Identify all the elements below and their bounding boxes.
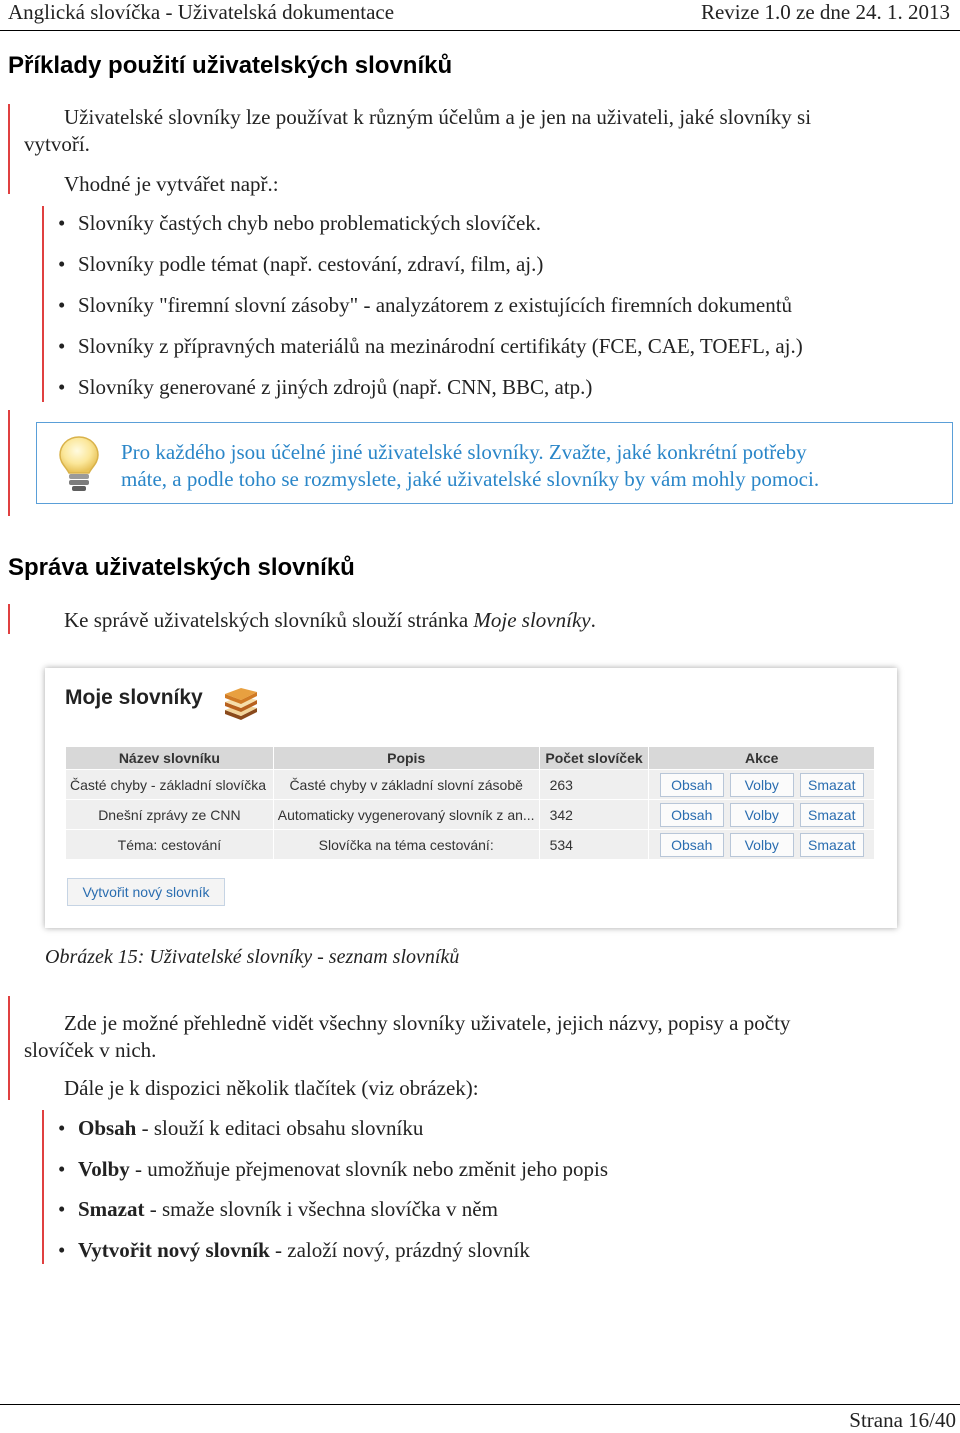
list-item: • Smazat - smaže slovník i všechna slovíčka v něm	[58, 1197, 498, 1221]
content-button[interactable]: Obsah	[660, 803, 724, 827]
options-button[interactable]: Volby	[730, 803, 794, 827]
tip-text: Pro každého jsou účelné jiné uživatelské slovníky. Zvažte, jaké konkrétní potřeby máte, a podle toho se rozmyslete, jaké uživatelské slovníky by vám mohly pomoci.	[121, 440, 820, 491]
list-item: • Volby - umožňuje přejmenovat slovník nebo změnit jeho popis	[58, 1157, 608, 1181]
delete-button[interactable]: Smazat	[800, 803, 864, 827]
delete-button[interactable]: Smazat	[800, 833, 864, 857]
section-heading-examples: Příklady použití uživatelských slovníků	[8, 52, 453, 79]
page-number: Strana 16/40	[849, 1408, 956, 1432]
column-header-description: Popis	[273, 747, 539, 770]
change-bar	[8, 996, 10, 1100]
column-header-actions: Akce	[649, 747, 875, 770]
options-button[interactable]: Volby	[730, 833, 794, 857]
tip-box	[36, 422, 953, 504]
list-item: • Obsah - slouží k editaci obsahu slovníku	[58, 1116, 424, 1140]
dictionaries-screenshot	[45, 668, 897, 928]
table-row	[66, 830, 875, 860]
change-bar	[8, 104, 10, 194]
figure-caption: Obrázek 15: Uživatelské slovníky - seznam slovníků	[45, 946, 460, 968]
list-item: • Vytvořit nový slovník - založí nový, prázdný slovník	[58, 1238, 530, 1262]
column-header-name: Název slovníku	[66, 747, 274, 770]
change-bar	[8, 604, 10, 634]
row-actions	[649, 830, 875, 860]
dictionary-description: Slovíčka na téma cestování:	[273, 830, 539, 860]
change-bar	[42, 1110, 44, 1264]
section-heading-management: Správa uživatelských slovníků	[8, 554, 355, 581]
options-button[interactable]: Volby	[730, 773, 794, 797]
delete-button[interactable]: Smazat	[800, 773, 864, 797]
change-bar	[8, 410, 10, 516]
footer-divider	[0, 1404, 960, 1405]
dictionary-name: Téma: cestování	[66, 830, 274, 860]
overview-line-1: Zde je možné přehledně vidět všechny slovníky uživatele, jejich názvy, popisy a počty	[64, 1011, 791, 1035]
list-item: • Slovníky z přípravných materiálů na mezinárodní certifikáty (FCE, CAE, TOEFL, aj.)	[58, 334, 803, 358]
word-count: 342	[539, 800, 649, 830]
word-count: 534	[539, 830, 649, 860]
content-button[interactable]: Obsah	[660, 833, 724, 857]
overview-line-2: slovíček v nich.	[24, 1038, 157, 1062]
intro-line-2: vytvoří.	[24, 132, 90, 156]
table-header-row	[66, 747, 875, 770]
screenshot-title: Moje slovníky	[65, 686, 203, 709]
list-item: • Slovníky "firemní slovní zásoby" - analyzátorem z existujících firemních dokumentů	[58, 293, 793, 317]
list-item: • Slovníky podle témat (např. cestování, zdraví, film, aj.)	[58, 252, 544, 276]
document-header-title: Anglická slovíčka - Uživatelská dokumentace	[8, 0, 395, 24]
table-row	[66, 770, 875, 800]
management-intro: Ke správě uživatelských slovníků slouží stránka Moje slovníky.	[64, 608, 596, 632]
row-actions	[649, 800, 875, 830]
books-icon	[221, 680, 261, 720]
dictionary-name: Dnešní zprávy ze CNN	[66, 800, 274, 830]
header-divider	[0, 30, 960, 31]
intro-line-1: Uživatelské slovníky lze používat k různým účelům a je jen na uživateli, jaké slovníky si	[64, 105, 812, 129]
dictionaries-table	[65, 746, 875, 860]
change-bar	[42, 206, 44, 402]
dictionary-description: Automaticky vygenerovaný slovník z an...	[273, 800, 539, 830]
row-actions	[649, 770, 875, 800]
table-row	[66, 800, 875, 830]
dictionary-description: Časté chyby v základní slovní zásobě	[273, 770, 539, 800]
buttons-lead: Dále je k dispozici několik tlačítek (viz obrázek):	[64, 1076, 479, 1100]
word-count: 263	[539, 770, 649, 800]
document-header-revision: Revize 1.0 ze dne 24. 1. 2013	[700, 0, 950, 24]
lightbulb-icon	[57, 435, 101, 493]
dictionary-name: Časté chyby - základní slovíčka	[66, 770, 274, 800]
content-button[interactable]: Obsah	[660, 773, 724, 797]
list-item: • Slovníky generované z jiných zdrojů (např. CNN, BBC, atp.)	[58, 375, 593, 399]
list-item: • Slovníky častých chyb nebo problematických slovíček.	[58, 211, 542, 235]
examples-lead: Vhodné je vytvářet např.:	[64, 172, 279, 196]
create-dictionary-button[interactable]: Vytvořit nový slovník	[67, 878, 225, 906]
column-header-count: Počet slovíček	[539, 747, 649, 770]
